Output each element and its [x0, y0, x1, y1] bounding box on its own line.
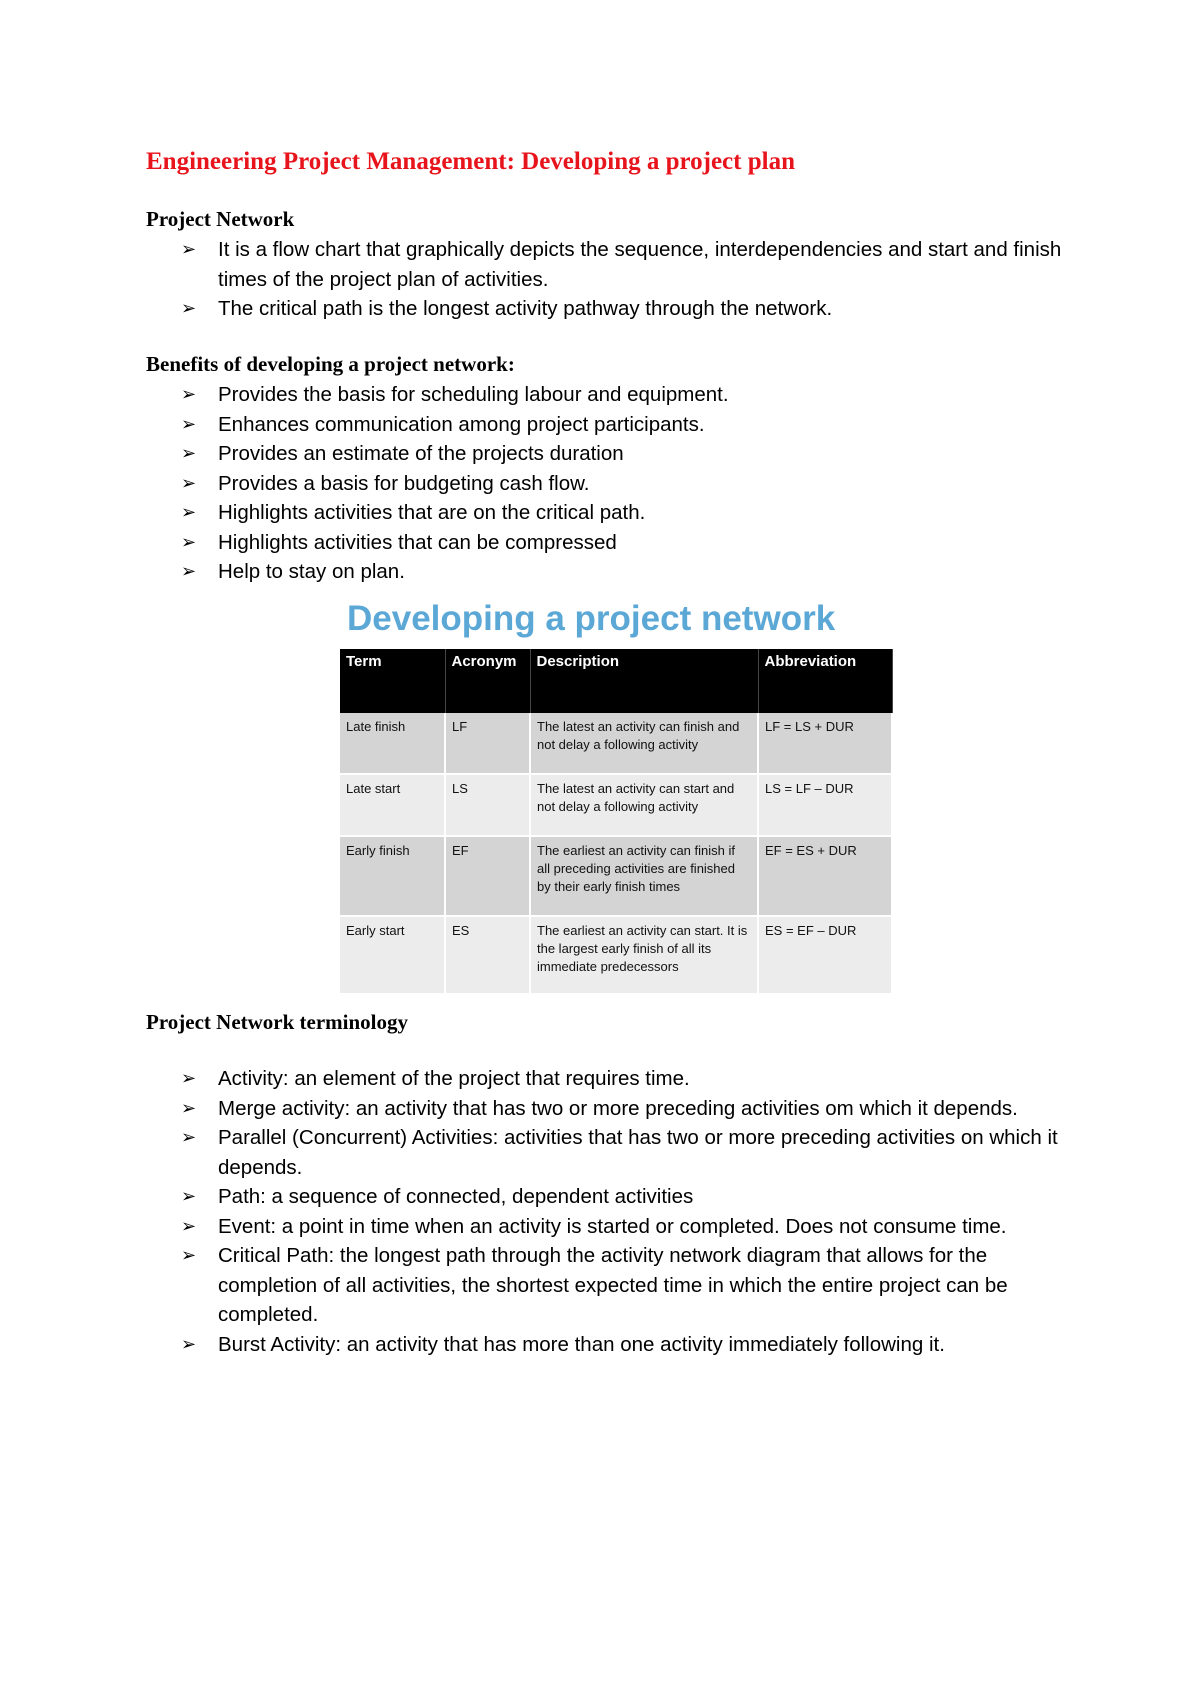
arrow-bullet-icon: ➢	[181, 1215, 197, 1236]
description-cell: The latest an activity can finish and not delay a following activity	[530, 713, 758, 774]
list-item: ➢ Path: a sequence of connected, dependent activities	[181, 1182, 1081, 1212]
arrow-bullet-icon: ➢	[181, 1186, 197, 1206]
list-item: ➢ Highlights activities that are on the critical path.	[181, 498, 1081, 528]
acronym-cell: LS	[445, 774, 530, 836]
description-cell: The earliest an activity can start. It is the largest early finish of all its immediate predecessors	[530, 916, 758, 994]
list-item: ➢ Provides a basis for budgeting cash flow.	[181, 469, 1081, 499]
project-network-heading: Project Network	[146, 207, 295, 231]
list-item: ➢ Merge activity: an activity that has two or more preceding activities om which it depends.	[181, 1094, 1081, 1124]
list-item: ➢ Provides an estimate of the projects duration	[181, 439, 1081, 469]
description-cell: The earliest an activity can finish if all preceding activities are finished by their early finish times	[530, 836, 758, 916]
arrow-bullet-icon: ➢	[181, 502, 197, 522]
table-row	[340, 836, 892, 916]
abbreviation-cell: LS = LF – DUR	[758, 774, 892, 836]
abbreviation-cell: LF = LS + DUR	[758, 713, 892, 774]
list-item: ➢ Parallel (Concurrent) Activities: activities that has two or more preceding activities on which it depends.	[181, 1123, 1081, 1182]
acronym-cell: EF	[445, 836, 530, 916]
terminology-list	[181, 1064, 1081, 1359]
arrow-bullet-icon: ➢	[181, 531, 197, 552]
arrow-bullet-icon: ➢	[181, 413, 197, 434]
benefits-heading: Benefits of developing a project network:	[146, 352, 515, 376]
acronym-cell: LF	[445, 713, 530, 774]
list-item: ➢ It is a flow chart that graphically depicts the sequence, interdependencies and start and finish times of the project plan of activities.	[181, 235, 1081, 294]
column-header-term: Term	[340, 649, 445, 713]
list-item: ➢ Provides the basis for scheduling labour and equipment.	[181, 380, 1081, 410]
arrow-bullet-icon: ➢	[181, 298, 197, 318]
benefits-list	[181, 380, 1081, 587]
arrow-bullet-icon: ➢	[181, 239, 197, 259]
table-row	[340, 916, 892, 994]
list-item: ➢ Help to stay on plan.	[181, 557, 1081, 587]
abbreviation-cell: ES = EF – DUR	[758, 916, 892, 994]
list-item: ➢ Highlights activities that can be compressed	[181, 528, 1081, 558]
list-item: ➢ Burst Activity: an activity that has more than one activity immediately following it.	[181, 1330, 1081, 1360]
terminology-heading: Project Network terminology	[146, 1010, 409, 1034]
document-title: Engineering Project Management: Developing a project plan	[146, 148, 795, 175]
table-header-row	[340, 649, 892, 713]
term-cell: Early finish	[340, 836, 445, 916]
column-header-abbreviation: Abbreviation	[758, 649, 892, 713]
list-item: ➢ The critical path is the longest activity pathway through the network.	[181, 294, 1081, 324]
list-item: ➢ Critical Path: the longest path through the activity network diagram that allows for the completion of all activities, the shortest expected time in which the entire project can be completed.	[181, 1241, 1081, 1330]
arrow-bullet-icon: ➢	[181, 472, 197, 493]
term-cell: Early start	[340, 916, 445, 994]
list-item: ➢ Enhances communication among project participants.	[181, 410, 1081, 440]
table-row	[340, 713, 892, 774]
terminology-table	[340, 649, 893, 995]
abbreviation-cell: EF = ES + DUR	[758, 836, 892, 916]
list-item: ➢ Activity: an element of the project that requires time.	[181, 1064, 1081, 1094]
arrow-bullet-icon: ➢	[181, 1333, 197, 1354]
arrow-bullet-icon: ➢	[181, 1068, 197, 1088]
arrow-bullet-icon: ➢	[181, 1127, 197, 1147]
term-cell: Late start	[340, 774, 445, 836]
project-network-figure	[340, 597, 892, 995]
arrow-bullet-icon: ➢	[181, 443, 197, 463]
table-row	[340, 774, 892, 836]
figure-title: Developing a project network	[347, 599, 836, 638]
term-cell: Late finish	[340, 713, 445, 774]
arrow-bullet-icon: ➢	[181, 561, 197, 581]
arrow-bullet-icon: ➢	[181, 1097, 197, 1118]
description-cell: The latest an activity can start and not delay a following activity	[530, 774, 758, 836]
project-network-list	[181, 235, 1081, 324]
acronym-cell: ES	[445, 916, 530, 994]
arrow-bullet-icon: ➢	[181, 384, 197, 404]
column-header-description: Description	[530, 649, 758, 713]
list-item: ➢ Event: a point in time when an activity is started or completed. Does not consume time.	[181, 1212, 1081, 1242]
column-header-acronym: Acronym	[445, 649, 530, 713]
arrow-bullet-icon: ➢	[181, 1245, 197, 1265]
